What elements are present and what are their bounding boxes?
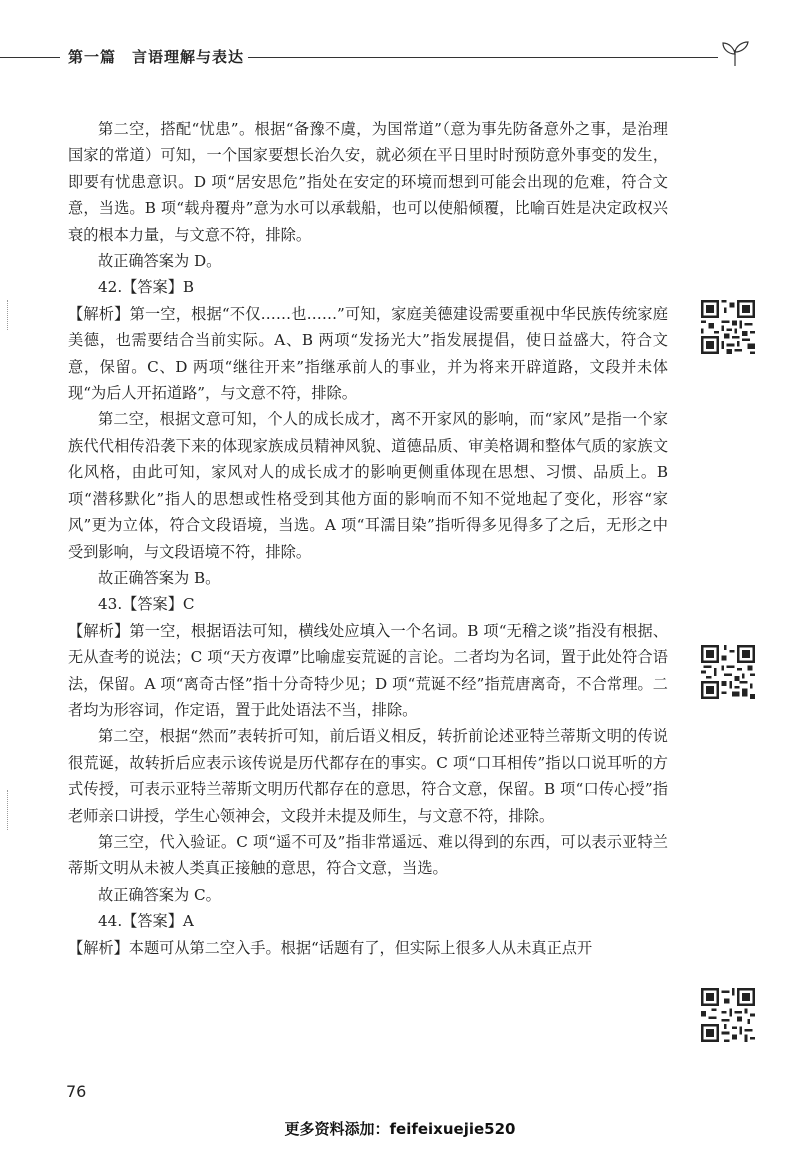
margin-mark	[7, 790, 10, 830]
paragraph: 第三空，代入验证。C 项“遥不可及”指非常遥远、难以得到的东西，可以表示亚特兰蒂斯文明从未被人类真正接触的意思，符合文意，当选。	[68, 832, 668, 878]
paragraph: 43.【答案】C	[98, 595, 195, 614]
page-header	[0, 40, 800, 70]
qr-code-icon	[701, 988, 755, 1042]
paragraph: 第二空，搭配“忧患”。根据“备豫不虞，为国常道”（意为事先防备意外之事，是治理国家的常道）可知，一个国家要想长治久安，就必须在平日里时时预防意外事变的发生，即要有忧患意识。D 项“居安思危”指处在安定的环境而想到可能会出现的危难，符合文意，当选。B 项“载舟覆舟”意为水可以承载船，也可以使船倾覆，比喻百姓是决定政权兴衰的根本力量，与文意不符，排除。	[68, 120, 668, 244]
paragraph: 故正确答案为 C。	[98, 885, 221, 904]
header-rule-right	[248, 57, 718, 58]
sprout-icon	[718, 40, 752, 68]
chapter-title: 第一篇 言语理解与表达	[68, 48, 245, 66]
header-rule-left	[0, 57, 60, 58]
paragraph: 【解析】第一空，根据语法可知，横线处应填入一个名词。B 项“无稽之谈”指没有根据、无从查考的说法；C 项“天方夜谭”比喻虚妄荒诞的言论。二者均为名词，置于此处符合语法，保留。A 项“离奇古怪”指十分奇特少见；D 项“荒诞不经”指荒唐离奇，不合常理。二者均为形容词，作定语，置于此处语法不当，排除。	[68, 621, 668, 719]
paragraph: 第二空，根据“然而”表转折可知，前后语义相反，转折前论述亚特兰蒂斯文明的传说很荒诞，故转折后应表示该传说是历代都存在的事实。C 项“口耳相传”指以口说耳听的方式传授，可表示亚特兰蒂斯文明历代都存在的意思，符合文意，保留。B 项“口传心授”指老师亲口讲授，学生心领神会，文段并未提及师生，与文意不符，排除。	[68, 727, 668, 825]
qr-code-icon	[701, 645, 755, 699]
paragraph: 故正确答案为 B。	[98, 568, 221, 587]
footer-note: 更多资料添加：feifeixuejie520	[284, 1120, 516, 1138]
page-number: 76	[66, 1082, 87, 1101]
paragraph: 42.【答案】B	[98, 278, 195, 297]
qr-code-icon	[701, 300, 755, 354]
page-body	[68, 116, 668, 961]
paragraph: 44.【答案】A	[98, 912, 194, 931]
paragraph: 【解析】第一空，根据“不仅……也……”可知，家庭美德建设需要重视中华民族传统家庭美德，也需要结合当前实际。A、B 两项“发扬光大”指发展提倡，使日益盛大，符合文意，保留。C、D 两项“继往开来”指继承前人的事业，并为将来开辟道路，文段并未体现“为后人开拓道路”，与文意不符，排除。	[68, 304, 668, 403]
margin-mark	[7, 300, 10, 330]
paragraph: 故正确答案为 D。	[98, 252, 222, 271]
paragraph: 第二空，根据文意可知，个人的成长成才，离不开家风的影响，而“家风”是指一个家族代代相传沿袭下来的体现家族成员精神风貌、道德品质、审美格调和整体气质的家族文化风格，由此可知，家风对人的成长成才的影响更侧重体现在思想、习惯、品质上。B 项“潜移默化”指人的思想或性格受到其他方面的影响而不知不觉地起了变化，形容“家风”更为立体，符合文段语境，当选。A 项“耳濡目染”指听得多见得多了之后，无形之中受到影响，与文段语境不符，排除。	[68, 410, 668, 561]
paragraph: 【解析】本题可从第二空入手。根据“话题有了，但实际上很多人从未真正点开	[68, 938, 593, 957]
